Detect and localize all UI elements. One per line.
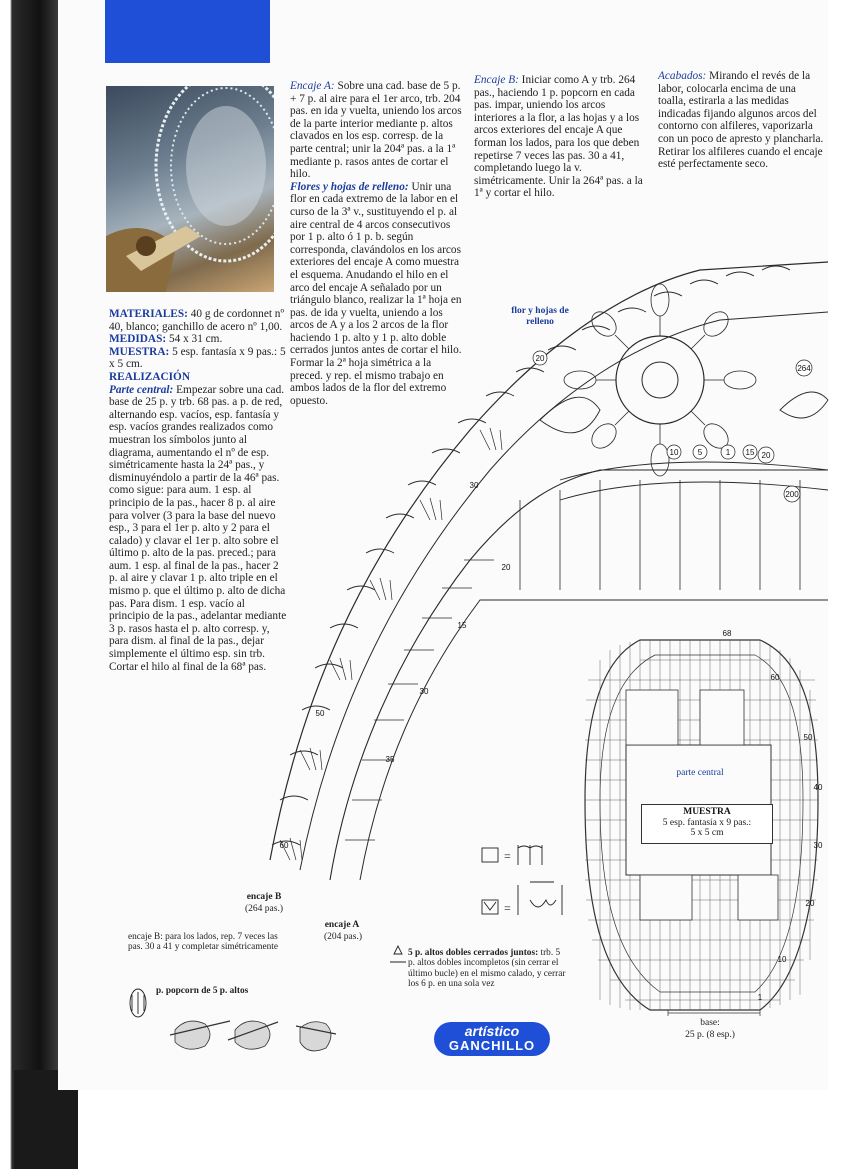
- flores-label: Flores y hojas de relleno:: [290, 180, 409, 193]
- row-number: 15: [745, 448, 755, 457]
- row-number: 60: [770, 673, 780, 682]
- row-number: 264: [797, 364, 811, 373]
- encaje-a-tag: encaje A: [324, 920, 360, 930]
- logo-line2: GANCHILLO: [448, 1038, 536, 1053]
- encaje-b-count: (264 pas.): [245, 904, 283, 914]
- closed-stitches-title: 5 p. altos dobles cerrados juntos:: [408, 948, 539, 958]
- svg-text:=: =: [504, 901, 511, 915]
- row-number: 20: [761, 451, 771, 460]
- row-number: 68: [722, 629, 732, 638]
- parte-central-text: Empezar sobre una cad. base de 25 p. y trb. 68 pas. a p. de red, alternando esp. vacíos, esp. fantasía y esp. vacíos grandes realizados como muestran los símbolos junto al diagrama, aumentando el nº de esp. simétricamente hasta la 24ª pas., y disminuyéndolo a partir de la 46ª pas. como sigue: para aum. 1 esp. al principio de la pas., hacer 8 p. al aire para volver (3 para la base del nuevo esp., 3 para el 1er p. alto y 2 para el calado) y clavar el 1er p. alto sobre el último p. alto de la pas. preced.; para aum. 1 esp. al final de la pas., hacer 2 p. al aire y clavar 1 p. alto triple en el mismo p. que el último p. alto de dicha pas. Para dism. 1 esp. vacío al principio de la pas., adelantar mediante 3 p. rasos hasta el p. alto corresp. y, para dism. al final de la pas., dejar simplemente el último esp. sin trb. Cortar el hilo al final de la 68ª pas.: [109, 383, 287, 673]
- encaje-b-text: Iniciar como A y trb. 264 pas., haciendo 1 p. popcorn en cada pas. impar, uniendo los arcos interiores a la flor, a las hojas y a los arcos exteriores del encaje A que forman los lados, para los que deben repetirse 7 veces las pas. 30 a 41, completando luego la v. simétricamente. Unir la 264ª pas. a la 1ª y cortar el hilo.: [474, 74, 643, 200]
- row-number: 20: [535, 354, 545, 363]
- muestra-box-title: MUESTRA: [683, 807, 731, 817]
- row-number: 50: [803, 733, 813, 742]
- row-number: 50: [315, 709, 325, 718]
- encaje-a-count: (204 pas.): [324, 932, 362, 942]
- svg-text:=: =: [504, 849, 511, 863]
- row-number: 30: [813, 841, 823, 850]
- empty-space-stitch-icon: [518, 845, 542, 865]
- row-number: 30: [419, 687, 429, 696]
- encaje-b-note: encaje B: para los lados, rep. 7 veces las pas. 30 a 41 y completar simétricamente: [128, 932, 278, 953]
- row-number: 15: [457, 621, 467, 630]
- encaje-b-tag: encaje B: [246, 892, 282, 902]
- medidas-label: MEDIDAS:: [109, 333, 167, 346]
- row-number: 10: [777, 955, 787, 964]
- row-number: 20: [805, 899, 815, 908]
- encaje-b-label: Encaje B:: [474, 74, 519, 86]
- stitch-illustrations: [170, 1021, 336, 1051]
- closed-stitches-text: trb. 5 p. altos dobles incompletos (sin cerrar el último bucle) en el mismo calado, y cerrar los 6 p. en una sola vez: [408, 948, 566, 990]
- fancy-space-stitch-icon: [518, 882, 562, 915]
- flor-label: flor y hojas de relleno: [511, 306, 569, 327]
- row-number: 60: [279, 841, 289, 850]
- acabados-label: Acabados:: [658, 70, 707, 82]
- logo-line1: artístico: [464, 1023, 520, 1039]
- base-label: base:: [700, 1018, 720, 1028]
- flores-text: Unir una flor en cada extremo de la labor en el curso de la 3ª v., sustituyendo el p. al aire central de 4 arcos consecutivos por 1 p. alto ó 1 p. b. según corresponda, clavándolos en los arcos exteriores del encaje A como muestra el esquema. Anudando el hilo en el arco del encaje A señalado por un triángulo blanco, realizar la 1ª hoja en pas. de ida y vuelta, uniendo a los arcos de A y a los 2 arcos de la flor haciendo 1 p. alto y 1 p. alto doble cerrados juntos antes de cortar el hilo. Formar la 2ª hoja simétrica a la preced. y rep. el mismo trabajo en ambos lados de la flor del extremo opuesto.: [290, 180, 462, 407]
- row-number: 20: [501, 563, 511, 572]
- muestra-label: MUESTRA:: [109, 345, 170, 358]
- realizacion-heading: REALIZACIÓN: [109, 370, 190, 383]
- row-number: 200: [785, 490, 799, 499]
- parte-central-tag: parte central: [676, 768, 724, 778]
- popcorn-label: p. popcorn de 5 p. altos: [156, 986, 249, 996]
- base-count: 25 p. (8 esp.): [685, 1030, 735, 1040]
- medidas-text: 54 x 31 cm.: [166, 333, 223, 346]
- muestra-box-line1: 5 esp. fantasía x 9 pas.:: [662, 817, 752, 828]
- empty-space-symbol-icon: [482, 848, 498, 862]
- materiales-text: 40 g de cordonnet nº 40, blanco; ganchillo de acero nº 1,00.: [109, 308, 284, 333]
- encaje-a-label: Encaje A:: [290, 80, 335, 92]
- muestra-text: 5 esp. fantasía x 9 pas.: 5 x 5 cm.: [109, 345, 286, 371]
- row-number: 5: [697, 448, 703, 457]
- row-number: 35: [385, 755, 395, 764]
- closed-stitches-note: [408, 948, 568, 990]
- acabados-text: Mirando el revés de la labor, colocarla encima de una toalla, estirarla a las medidas indicadas fijando algunos arcos del contorno con alfileres, vaporizarla con un poco de apresto y plancharla. Retirar los alfileres cuando el encaje esté perfectamente seco.: [658, 70, 824, 171]
- row-number: 1: [757, 993, 763, 1002]
- muestra-box: [641, 804, 773, 844]
- encaje-a-text: Sobre una cad. base de 5 p. + 7 p. al aire para el 1er arco, trb. 204 pas. en ida y vuelta, uniendo los arcos de la parte interior mediante p. altos clavados en los esp. corresp. de la parte central; unir la 204ª pas. a la 1ª mediante p. rasos antes de cortar el hilo.: [290, 80, 462, 181]
- row-number: 10: [669, 448, 679, 457]
- materiales-label: MATERIALES:: [109, 308, 188, 320]
- row-number: 40: [813, 783, 823, 792]
- row-number: 30: [469, 481, 479, 490]
- row-number: 1: [725, 448, 731, 457]
- closed-stitches-icon: [390, 946, 406, 962]
- magazine-logo: [434, 1022, 550, 1056]
- parte-central-label: Parte central:: [109, 383, 174, 396]
- muestra-box-line2: 5 x 5 cm: [690, 828, 724, 838]
